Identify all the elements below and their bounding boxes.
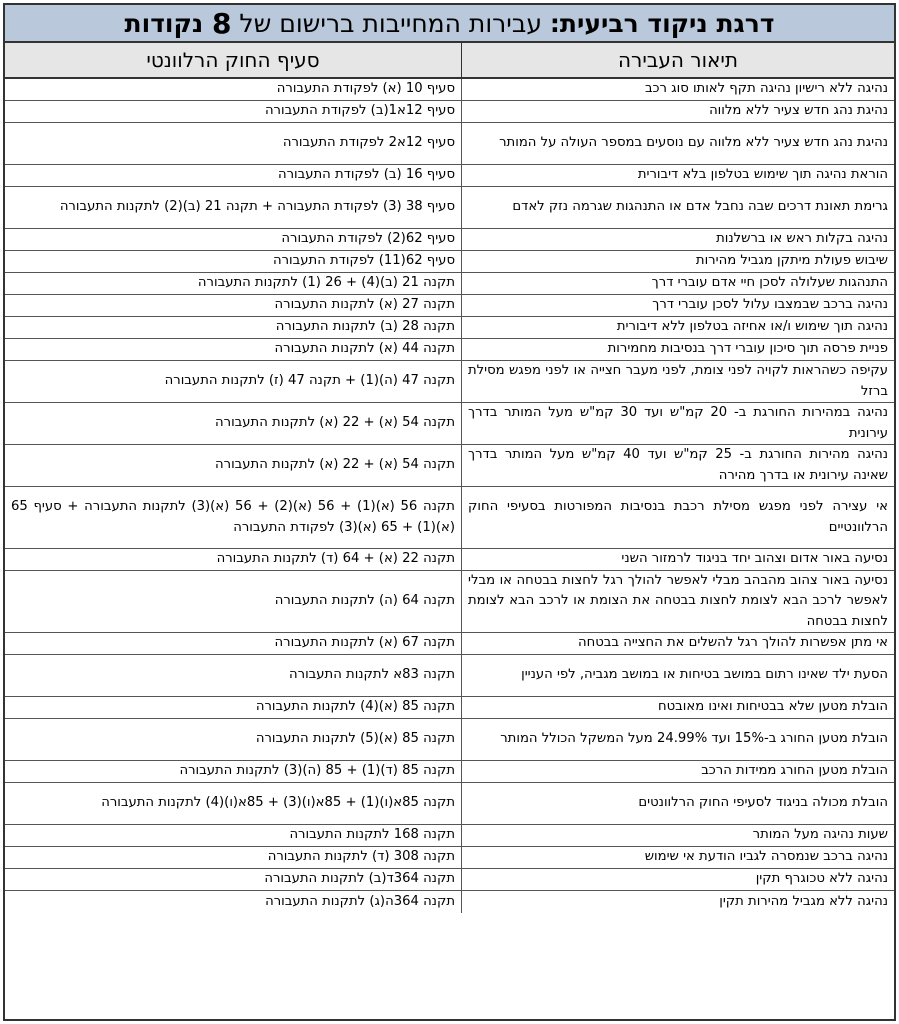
- table-row: [5, 697, 894, 719]
- table-row: [5, 295, 894, 317]
- title-points-number: 8: [211, 6, 232, 40]
- table-row: [5, 719, 894, 761]
- law-section: תקנה 364ה(ג) לתקנות התעבורה: [265, 893, 455, 909]
- offense-description: הובלת מטען החורג ב-15% ועד 24.99% מעל המשקל הכולל המותר: [461, 719, 894, 760]
- offense-description: גרימת תאונת דרכים שבה נחבל אדם או התנהגות שגרמה נזק לאדם: [461, 187, 894, 228]
- law-section: תקנה 21 (ב)(4) + 26 (1) לתקנות התעבורה: [197, 275, 455, 291]
- offense-description: נהיגה ללא טכוגרף תקין: [461, 869, 894, 890]
- offense-description: הסעת ילד שאינו רתום במושב בטיחות או במושב מגביה, לפי העניין: [461, 655, 894, 696]
- table-row: [5, 891, 894, 913]
- law-section: סעיף 16 (ב) לפקודת התעבורה: [277, 167, 455, 183]
- offense-description: הובלת מכולה בניגוד לסעיפי החוק הרלוונטים: [461, 783, 894, 824]
- offense-description: נהיגה ברכב שנמסרה לגביו הודעת אי שימוש: [461, 847, 894, 868]
- table-row: [5, 633, 894, 655]
- table-row: [5, 847, 894, 869]
- offense-description: הובלת מטען שלא בבטיחות ואינו מאובטח: [461, 697, 894, 718]
- law-section: תקנה 85א(ו)(1) + 85א(ו)(3) + 85א(ו)(4) לתקנות התעבורה: [101, 795, 455, 811]
- table-row: [5, 273, 894, 295]
- column-header-row: [5, 43, 894, 79]
- table-row: [5, 123, 894, 165]
- law-section: סעיף 62(2) לפקודת התעבורה: [281, 231, 455, 247]
- law-section: תקנה 27 (א) לתקנות התעבורה: [274, 297, 455, 313]
- table-row: [5, 403, 894, 445]
- law-section: תקנה 64 (ה) לתקנות התעבורה: [274, 593, 455, 609]
- table-row: [5, 187, 894, 229]
- law-section: סעיף 62(11) לפקודת התעבורה: [273, 253, 455, 269]
- table-row: [5, 339, 894, 361]
- table-row: [5, 317, 894, 339]
- offense-description: נהיגה תוך שימוש ו/או אחיזה בטלפון ללא דיבורית: [461, 317, 894, 338]
- table-row: [5, 229, 894, 251]
- law-section: תקנה 54 (א) + 22 (א) לתקנות התעבורה: [215, 457, 455, 473]
- offense-description: הוראת נהיגה תוך שימוש בטלפון בלא דיבורית: [461, 165, 894, 186]
- law-section: סעיף 12א2 לפקודת התעבורה: [282, 135, 455, 151]
- table-title: [5, 5, 894, 43]
- table-row: [5, 571, 894, 633]
- table-row: [5, 101, 894, 123]
- law-section: תקנה 22 (א) + 64 (ד) לתקנות התעבורה: [216, 551, 455, 567]
- law-section: תקנה 85 (א)(4) לתקנות התעבורה: [255, 699, 455, 715]
- offense-description: נהיגה ללא מגביל מהירות תקין: [461, 891, 894, 913]
- table-row: [5, 869, 894, 891]
- table-row: [5, 783, 894, 825]
- offense-description: נהיגה ללא רישיון נהיגה תקף לאותו סוג רכב: [461, 79, 894, 100]
- offense-description: אי מתן אפשרות להולך רגל להשלים את החצייה בבטחה: [461, 633, 894, 654]
- table-row: [5, 761, 894, 783]
- law-section: סעיף 38 (3) לפקודת התעבורה + תקנה 21 (ב)(2) לתקנות התעבורה: [59, 199, 455, 215]
- table-row: [5, 361, 894, 403]
- offense-description: שיבוש פעולת מיתקן מגביל מהירות: [461, 251, 894, 272]
- offense-description: נהיגה בקלות ראש או ברשלנות: [461, 229, 894, 250]
- table-row: [5, 165, 894, 187]
- offense-description: נסיעה באור צהוב מהבהב מבלי לאפשר להולך רגל לחצות בבטחה או מבלי לאפשר לרכב הבא לצומת לחצות בבטחה את הצומת או לרכב הבא לצומת לחצות בבטחה: [461, 571, 894, 632]
- table-row: [5, 655, 894, 697]
- column-header-description: תיאור העבירה: [461, 43, 894, 77]
- law-section: תקנה 67 (א) לתקנות התעבורה: [274, 635, 455, 651]
- law-section: תקנה 308 (ד) לתקנות התעבורה: [267, 849, 455, 865]
- law-section: תקנה 28 (ב) לתקנות התעבורה: [275, 319, 455, 335]
- law-section: תקנה 56 (א)(1) + 56 (א)(2) + 56 (א)(3) לתקנות התעבורה + סעיף 65 (א)(1) + 65 (א)(3) לפקודת התעבורה: [11, 499, 455, 535]
- law-section: תקנה 168 לתקנות התעבורה: [289, 827, 455, 843]
- offense-description: הובלת מטען החורג ממידות הרכב: [461, 761, 894, 782]
- table-row: [5, 251, 894, 273]
- law-section: סעיף 12א1(ב) לפקודת התעבורה: [264, 103, 455, 119]
- law-section: תקנה 85 (ד)(1) + 85 (ה)(3) לתקנות התעבורה: [179, 763, 455, 779]
- title-suffix: נקודות: [124, 8, 212, 38]
- offense-description: אי עצירה לפני מפגש מסילת רכבת בנסיבות המפורטות בסעיפי החוק הרלוונטיים: [461, 487, 894, 548]
- law-section: תקנה 83א לתקנות התעבורה: [289, 667, 455, 683]
- law-section: תקנה 85 (א)(5) לתקנות התעבורה: [255, 731, 455, 747]
- offense-table: [3, 3, 896, 1021]
- law-section: תקנה 54 (א) + 22 (א) לתקנות התעבורה: [215, 415, 455, 431]
- offense-description: עקיפה כשהראות לקויה לפני צומת, לפני מעבר חצייה או לפני מפגש מסילת ברזל: [461, 361, 894, 402]
- table-body: [5, 79, 894, 913]
- offense-description: נהיגה מהירות החורגת ב- 25 קמ"ש ועד 40 קמ"ש מעל המותר בדרך שאינה עירונית או בדרך מהירה: [461, 445, 894, 486]
- law-section: תקנה 44 (א) לתקנות התעבורה: [274, 341, 455, 357]
- table-row: [5, 549, 894, 571]
- law-section: סעיף 10 (א) לפקודת התעבורה: [276, 81, 455, 97]
- table-row: [5, 79, 894, 101]
- table-row: [5, 825, 894, 847]
- offense-description: נהיגת נהג חדש צעיר ללא מלווה עם נוסעים במספר העולה על המותר: [461, 123, 894, 164]
- table-row: [5, 445, 894, 487]
- offense-description: פניית פרסה תוך סיכון עוברי דרך בנסיבות מחמירות: [461, 339, 894, 360]
- law-section: תקנה 364ד(ב) לתקנות התעבורה: [264, 871, 455, 887]
- offense-description: נהיגה ברכב שבמצבו עלול לסכן עוברי דרך: [461, 295, 894, 316]
- law-section: תקנה 47 (ה)(1) + תקנה 47 (ז) לתקנות התעבורה: [164, 373, 455, 389]
- offense-description: נסיעה באור אדום וצהוב יחד בניגוד לרמזור השני: [461, 549, 894, 570]
- offense-description: שעות נהיגה מעל המותר: [461, 825, 894, 846]
- offense-description: נהיגה במהירות החורגת ב- 20 קמ"ש ועד 30 קמ"ש מעל המותר בדרך עירונית: [461, 403, 894, 444]
- title-middle: עבירות המחייבות ברישום של: [231, 8, 550, 38]
- column-header-law: סעיף החוק הרלוונטי: [146, 48, 320, 72]
- offense-description: התנהגות שעלולה לסכן חיי אדם עוברי דרך: [461, 273, 894, 294]
- table-row: [5, 487, 894, 549]
- offense-description: נהיגת נהג חדש צעיר ללא מלווה: [461, 101, 894, 122]
- title-prefix: דרגת ניקוד רביעית:: [549, 8, 775, 38]
